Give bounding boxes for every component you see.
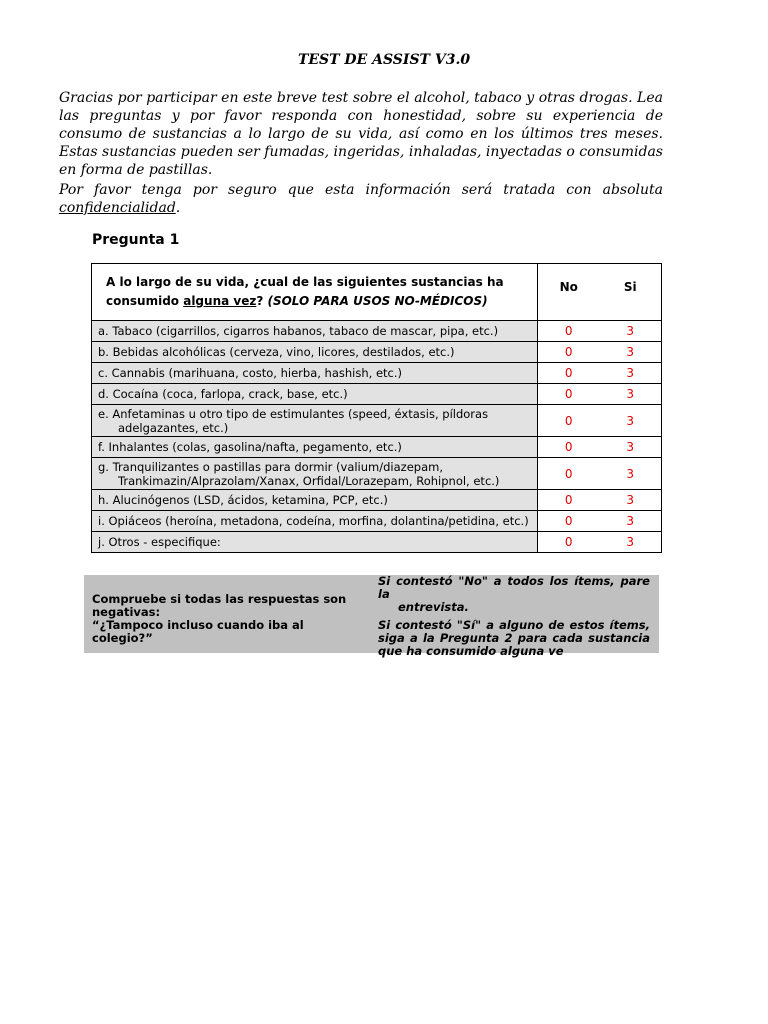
check-instruction-line-2: “¿Tampoco incluso cuando iba al colegio?” xyxy=(92,618,304,645)
substance-label-line: f. Inhalantes (colas, gasolina/nafta, pegamento, etc.) xyxy=(98,440,402,454)
answer-columns-header xyxy=(538,264,662,321)
answer-no-value[interactable]: 0 xyxy=(564,366,573,380)
table-row xyxy=(92,363,662,384)
answer-si-value[interactable]: 3 xyxy=(626,324,635,338)
answer-no-value[interactable]: 0 xyxy=(564,466,573,481)
substance-label-line: e. Anfetaminas u otro tipo de estimulantes (speed, éxtasis, píldoras xyxy=(98,406,489,421)
answer-no-value[interactable]: 0 xyxy=(564,387,573,401)
substance-label xyxy=(92,532,538,553)
page-title: TEST DE ASSIST V3.0 xyxy=(297,52,471,68)
answer-no-value[interactable]: 0 xyxy=(564,440,573,454)
substance-label-line: c. Cannabis (marihuana, costo, hierba, hashish, etc.) xyxy=(98,366,403,380)
substance-label xyxy=(92,384,538,405)
substance-label-line: d. Cocaína (coca, farlopa, crack, base, etc.) xyxy=(98,387,348,401)
question-text-note: (SOLO PARA USOS NO-MÉDICOS) xyxy=(267,294,488,308)
answer-si-value[interactable]: 3 xyxy=(626,535,635,549)
table-row xyxy=(92,511,662,532)
table-row xyxy=(92,405,662,437)
answer-values xyxy=(538,532,662,553)
answer-values xyxy=(538,321,662,342)
table-row xyxy=(92,490,662,511)
substance-label xyxy=(92,321,538,342)
question-table xyxy=(91,263,662,553)
intro-p2-text: Por favor tenga por seguro que esta información será tratada con absoluta xyxy=(59,182,663,198)
answer-si-value[interactable]: 3 xyxy=(626,345,635,359)
substance-label-line: g. Tranquilizantes o pastillas para dormir (valium/diazepam, xyxy=(98,459,443,474)
instruction-box xyxy=(84,574,659,658)
check-instruction xyxy=(92,593,362,645)
intro-paragraph-1: Gracias por participar en este breve test sobre el alcohol, tabaco y otras drogas. Lea las preguntas y por favor responda con honestidad, sobre su experiencia de consumo de sustancias a lo largo de su vida, así como en los últimos tres meses. Estas sustancias pueden ser fumadas, ingeridas, inhaladas, inyectadas o consumidas en forma de pastillas. xyxy=(59,90,663,178)
table-row xyxy=(92,384,662,405)
routing-if-yes: Si contestó "Sí" a alguno de estos ítems, siga a la Pregunta 2 para cada sustancia que ha consumido alguna ve xyxy=(378,618,650,658)
answer-values xyxy=(538,437,662,458)
answer-values xyxy=(538,384,662,405)
table-row xyxy=(92,342,662,363)
substance-label-line: h. Alucinógenos (LSD, ácidos, ketamina, PCP, etc.) xyxy=(98,493,388,507)
substance-label-line: j. Otros - especifique: xyxy=(98,535,221,549)
question-text-b: ? xyxy=(256,294,268,308)
question-text xyxy=(92,264,538,321)
substance-label-continuation: adelgazantes, etc.) xyxy=(118,420,229,435)
substance-label-line: a. Tabaco (cigarrillos, cigarros habanos, tabaco de mascar, pipa, etc.) xyxy=(98,324,499,338)
answer-si-value[interactable]: 3 xyxy=(626,466,635,481)
answer-si-value[interactable]: 3 xyxy=(626,493,635,507)
answer-no-value[interactable]: 0 xyxy=(564,413,573,428)
routing-if-no-b: entrevista. xyxy=(398,600,469,614)
question-text-underlined: alguna vez xyxy=(183,294,257,308)
table-row xyxy=(92,321,662,342)
answer-si-value[interactable]: 3 xyxy=(626,413,635,428)
col-no-label: No xyxy=(559,280,578,294)
table-row xyxy=(92,532,662,553)
substance-label-line: b. Bebidas alcohólicas (cerveza, vino, licores, destilados, etc.) xyxy=(98,345,455,359)
answer-si-value[interactable]: 3 xyxy=(626,387,635,401)
answer-si-value[interactable]: 3 xyxy=(626,440,635,454)
answer-no-value[interactable]: 0 xyxy=(564,345,573,359)
intro-paragraph-2 xyxy=(59,181,663,217)
question-text-a: A lo largo de su vida, ¿cual de las siguientes sustancias ha consumido xyxy=(106,275,504,308)
substance-label xyxy=(92,511,538,532)
answer-no-value[interactable]: 0 xyxy=(564,514,573,528)
routing-instruction xyxy=(378,575,650,663)
answer-values xyxy=(538,363,662,384)
answer-values xyxy=(538,342,662,363)
question-heading: Pregunta 1 xyxy=(92,232,180,248)
substance-label xyxy=(92,342,538,363)
substance-label xyxy=(92,458,538,490)
table-row xyxy=(92,458,662,490)
substance-label-continuation: Trankimazin/Alprazolam/Xanax, Orfidal/Lorazepam, Rohipnol, etc.) xyxy=(118,473,500,488)
answer-si-value[interactable]: 3 xyxy=(626,366,635,380)
answer-no-value[interactable]: 0 xyxy=(564,324,573,338)
answer-values xyxy=(538,458,662,490)
table-row xyxy=(92,437,662,458)
confidentiality-word: confidencialidad xyxy=(59,200,176,216)
answer-values xyxy=(538,405,662,437)
answer-values xyxy=(538,511,662,532)
substance-label xyxy=(92,363,538,384)
answer-values xyxy=(538,490,662,511)
check-instruction-line-1: Compruebe si todas las respuestas son negativas: xyxy=(92,592,347,619)
substance-label-line: i. Opiáceos (heroína, metadona, codeína, morfina, dolantina/petidina, etc.) xyxy=(98,514,529,528)
substance-label xyxy=(92,490,538,511)
routing-if-no xyxy=(378,575,650,614)
answer-si-value[interactable]: 3 xyxy=(626,514,635,528)
col-si-label: Si xyxy=(623,280,637,294)
intro-p2-end: . xyxy=(175,200,181,216)
substance-label xyxy=(92,437,538,458)
answer-no-value[interactable]: 0 xyxy=(564,493,573,507)
substance-label xyxy=(92,405,538,437)
answer-no-value[interactable]: 0 xyxy=(564,535,573,549)
routing-if-no-a: Si contestó "No" a todos los ítems, pare la xyxy=(378,574,650,601)
question-header-row xyxy=(92,264,662,321)
